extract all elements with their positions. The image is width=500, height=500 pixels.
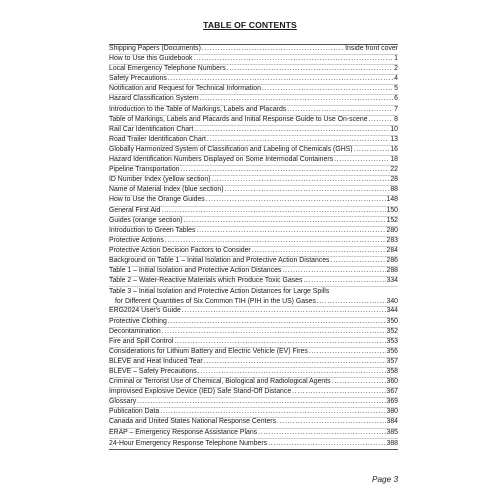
dot-leader (334, 155, 389, 165)
toc-entry-page: 356 (386, 347, 398, 355)
dot-leader (292, 387, 385, 397)
toc-entry-title: How to Use the Orange Guides (109, 196, 205, 204)
toc-entry-title: ERG2024 User's Guide (109, 307, 181, 315)
toc-entry-title: Hazard Classification System (109, 95, 199, 103)
toc-entry-title: 24-Hour Emergency Response Telephone Numbers (109, 439, 268, 447)
toc-entry-title: Rail Car Identification Chart (109, 125, 194, 133)
toc-entry-page: 388 (386, 439, 398, 447)
table-of-contents (109, 44, 398, 450)
toc-entry-page: 152 (386, 216, 398, 224)
toc-entry-title: Pipeline Transportation (109, 166, 180, 174)
toc-entry-page: 385 (386, 428, 398, 436)
toc-entry-page: 148 (386, 196, 398, 204)
dot-leader (182, 306, 386, 316)
dot-leader (162, 327, 386, 337)
toc-entry-title: Name of Material Index (blue section) (109, 186, 224, 194)
dot-leader (198, 367, 386, 377)
dot-leader (252, 246, 386, 256)
toc-entry-page: Inside front cover (345, 45, 398, 52)
dot-leader (194, 54, 394, 64)
dot-leader (184, 216, 386, 226)
toc-entry-page: 8 (394, 115, 398, 123)
dot-leader (287, 105, 393, 115)
toc-entry-title: General First Aid (109, 206, 161, 214)
toc-entry-title: ID Number Index (yellow section) (109, 176, 211, 184)
toc-entry-page: 284 (386, 246, 398, 254)
toc-entry-title: Guides (orange section) (109, 216, 183, 224)
dot-leader (331, 256, 386, 266)
toc-entry-page: 88 (390, 186, 398, 194)
dot-leader (200, 94, 394, 104)
dot-leader (161, 206, 385, 216)
toc-entry-title: Shipping Papers (Documents) (109, 45, 201, 52)
toc-entry-page: 283 (386, 236, 398, 244)
toc-entry-title: BLEVE – Safety Precautions (109, 368, 197, 375)
dot-leader (204, 357, 386, 367)
toc-entry (109, 287, 398, 307)
toc-entry-page: 352 (386, 327, 398, 335)
toc-entry-page: 340 (386, 298, 398, 306)
toc-entry-title: Table 2 – Water-Reactive Materials which Produce Toxic Gases (109, 277, 303, 285)
toc-entry-title: Improvised Explosive Device (IED) Safe Stand-Off Distance (109, 388, 292, 396)
toc-entry-page: 16 (390, 145, 398, 153)
dot-leader (277, 417, 385, 427)
dot-leader (180, 165, 389, 175)
dot-leader (332, 377, 386, 387)
toc-entry-title: Hazard Identification Numbers Displayed on Some Intermodal Containers (109, 156, 334, 164)
page-number: Page 3 (372, 475, 398, 484)
dot-leader (160, 407, 385, 417)
toc-entry-page: 22 (390, 166, 398, 174)
toc-entry-page: 288 (386, 267, 398, 275)
dot-leader (268, 439, 385, 449)
dot-leader (369, 115, 394, 125)
dot-leader (211, 175, 389, 185)
toc-entry-page: 360 (386, 378, 398, 386)
dot-leader (262, 84, 393, 94)
dot-leader (354, 145, 390, 155)
toc-entry (109, 429, 398, 439)
toc-entry-title: BLEVE and Heat Induced Tear (109, 357, 203, 365)
toc-entry-page: 286 (386, 256, 398, 264)
dot-leader (168, 317, 386, 327)
toc-entry-page: 280 (386, 226, 398, 234)
toc-entry-page: 6 (394, 95, 398, 103)
toc-entry-title: Protective Actions (109, 236, 164, 244)
toc-entry (109, 439, 398, 449)
toc-entry-title: Introduction to Green Tables (109, 226, 196, 234)
dot-leader (282, 266, 385, 276)
toc-entry-page: 357 (386, 357, 398, 365)
dot-leader (137, 397, 385, 407)
toc-entry-title: Decontamination (109, 327, 161, 335)
toc-entry-title: Introduction to the Table of Markings, Labels and Placards (109, 105, 287, 113)
dot-leader (227, 64, 393, 74)
toc-entry-page: 350 (386, 317, 398, 325)
toc-entry-title: Local Emergency Telephone Numbers (109, 65, 226, 73)
dot-leader (207, 135, 389, 145)
toc-entry-page: 28 (390, 176, 398, 184)
toc-entry-page: 2 (394, 65, 398, 73)
toc-entry-page: 1 (394, 55, 398, 63)
dot-leader (303, 276, 385, 286)
toc-entry-title: Globally Harmonized System of Classification and Labeling of Chemicals (GHS) (109, 145, 353, 153)
page-title: TABLE OF CONTENTS (203, 20, 297, 30)
toc-entry-page: 150 (386, 206, 398, 214)
toc-entry-title: Publication Data (109, 408, 160, 416)
toc-entry-title: How to Use this Guidebook (109, 55, 193, 63)
toc-entry-title: Criminal or Terrorist Use of Chemical, Biological and Radiological Agents (109, 378, 331, 386)
toc-entry-title: ERAP – Emergency Response Assistance Plans (109, 428, 258, 436)
toc-entry-title: Notification and Request for Technical Information (109, 85, 261, 93)
dot-leader (206, 195, 386, 205)
toc-entry-title: Fire and Spill Control (109, 337, 174, 345)
toc-entry-title: Road Trailer Identification Chart (109, 135, 206, 143)
toc-entry-page: 13 (390, 135, 398, 143)
toc-entry-page: 367 (386, 388, 398, 396)
toc-entry-title: Protective Action Decision Factors to Consider (109, 246, 251, 254)
toc-entry-page: 353 (386, 337, 398, 345)
toc-entry-page: 358 (386, 368, 398, 375)
toc-entry-page: 369 (386, 398, 398, 406)
dot-leader (202, 44, 344, 54)
toc-entry-page: 380 (386, 408, 398, 416)
toc-entry-page: 5 (394, 85, 398, 93)
toc-entry-title-continued: for Different Quantities of Six Common TIH (PIH in the US) Gases (115, 298, 316, 306)
toc-entry-page: 384 (386, 418, 398, 426)
toc-entry-page: 344 (386, 307, 398, 315)
toc-entry-title: Table of Markings, Labels and Placards and Initial Response Guide to Use On-scene (109, 115, 368, 123)
toc-entry-page: 18 (390, 156, 398, 164)
dot-leader (196, 226, 385, 236)
toc-entry-title: Glossary (109, 398, 137, 406)
toc-entry-title: Table 1 – Initial Isolation and Protective Action Distances (109, 267, 282, 275)
toc-entry-title: Canada and United States National Response Centers (109, 418, 277, 426)
dot-leader (258, 428, 385, 438)
dot-leader (165, 236, 386, 246)
dot-leader (168, 74, 393, 84)
toc-entry-page: 4 (394, 75, 398, 83)
toc-entry-page: 7 (394, 105, 398, 113)
toc-entry-page: 10 (390, 125, 398, 133)
toc-entry-title: Safety Precautions (109, 75, 167, 83)
dot-leader (194, 125, 389, 135)
toc-entry-title: Table 3 – Initial Isolation and Protective Action Distances for Large Spills (109, 288, 330, 296)
toc-entry-title: Considerations for Lithium Battery and Electric Vehicle (EV) Fires (109, 347, 308, 355)
toc-entry-title: Background on Table 1 – Initial Isolation and Protective Action Distances (109, 256, 330, 264)
toc-entry-title: Protective Clothing (109, 317, 167, 325)
dot-leader (309, 347, 386, 357)
dot-leader (225, 185, 390, 195)
dot-leader (174, 337, 385, 347)
toc-entry-page: 334 (386, 277, 398, 285)
toc-entry (109, 277, 398, 287)
